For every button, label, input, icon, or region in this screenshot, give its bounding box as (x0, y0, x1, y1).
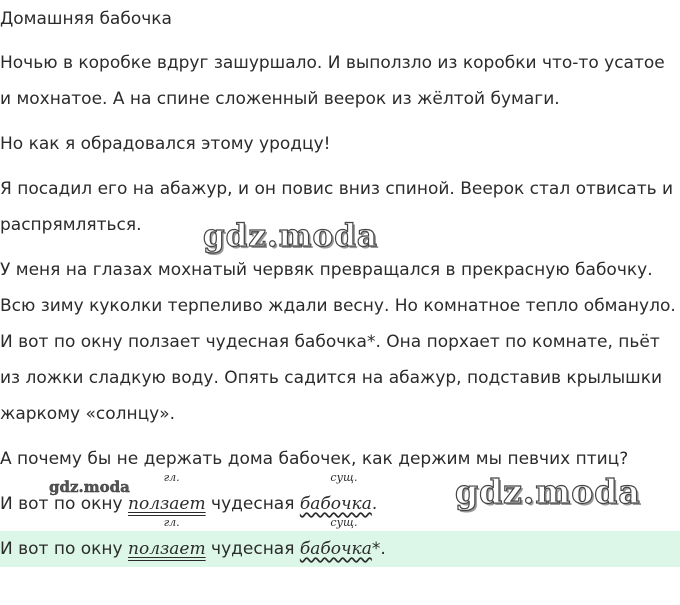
answer-subject-word: бабочка (299, 539, 372, 559)
answer-predicate-annotation (128, 516, 206, 567)
paragraph-1: Ночью в коробке вдруг зашуршало. И выползло из коробки что-то усатое и мохнатое. А на спине сложенный веерок из жёлтой бумаги. (0, 53, 665, 109)
page-title: Домашняя бабочка (0, 9, 172, 29)
sentence-start: И вот по окну (0, 494, 129, 514)
highlighted-answer (0, 516, 680, 567)
sentence-middle: чудесная (205, 494, 300, 514)
subject-word: бабочка (299, 494, 372, 514)
answer-predicate-word: ползает (128, 539, 206, 559)
answer-subject-annotation (299, 516, 372, 567)
watermark-logo: gdz.moda (455, 472, 641, 511)
answer-start: И вот по окну (0, 539, 129, 559)
paragraph-2: Но как я обрадовался этому уродцу! (0, 134, 331, 154)
answer-middle: чудесная (205, 539, 300, 559)
paragraph-5: А почему бы не держать дома бабочек, как держим мы певчих птиц? (0, 449, 629, 469)
subject-label: сущ. (330, 471, 358, 484)
predicate-label: гл. (163, 471, 180, 484)
paragraph-3: Я посадил его на абажур, и он повис вниз спиной. Веерок стал отвисать и распрямляться. (0, 179, 674, 235)
sentence-end: . (371, 494, 378, 514)
paragraph-4: У меня на глазах мохнатый червяк превращался в прекрасную бабочку. Всю зиму куколки терпеливо ждали весну. Но комнатное тепло обмануло. И вот по окну ползает чудесная бабочка*. Она порхает по комнате, пьёт из ложки сладкую воду. Опять садится на абажур, подставив крылышки жаркому «солнцу». (0, 260, 676, 424)
answer-subject-label: сущ. (330, 516, 358, 529)
predicate-word: ползает (128, 494, 206, 514)
answer-end: *. (371, 539, 386, 559)
answer-predicate-label: гл. (163, 516, 180, 529)
watermark-logo: gdz.moda (203, 218, 378, 254)
watermark-logo: gdz.moda (49, 478, 130, 496)
